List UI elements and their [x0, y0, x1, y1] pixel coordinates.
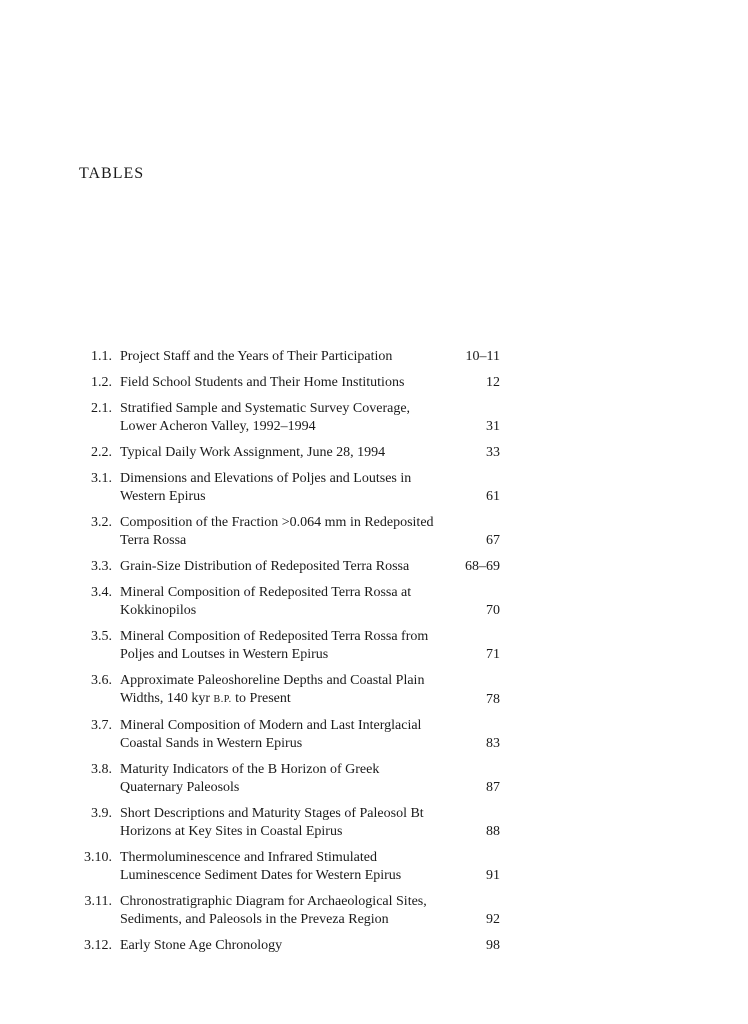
entry-title — [120, 672, 448, 709]
entry-title — [120, 805, 448, 841]
list-item — [70, 849, 500, 885]
entry-number: 1.2. — [91, 375, 112, 390]
entry-page: 78 — [486, 692, 500, 707]
entry-page: 92 — [486, 912, 500, 927]
list-item — [70, 805, 500, 841]
list-item — [70, 514, 500, 550]
entry-title-line — [120, 690, 440, 709]
entry-title-line: Approximate Paleoshoreline Depths and Coastal Plain — [120, 673, 425, 688]
page-heading: TABLES — [79, 165, 145, 182]
entry-title-text: Widths, 140 kyr — [120, 691, 214, 706]
entry-title — [120, 348, 448, 366]
list-item — [70, 628, 500, 664]
entry-title — [120, 628, 448, 664]
entry-number: 3.9. — [91, 806, 112, 821]
entry-title-line: Thermoluminescence and Infrared Stimulated — [120, 850, 377, 865]
entry-page: 98 — [486, 938, 500, 953]
entry-title — [120, 470, 448, 506]
entry-page: 10–11 — [465, 349, 500, 364]
entry-title — [120, 514, 448, 550]
entry-number: 3.10. — [84, 850, 112, 865]
entry-page: 71 — [486, 647, 500, 662]
list-item — [70, 717, 500, 753]
entry-title-line: Project Staff and the Years of Their Participation — [120, 349, 393, 364]
list-item — [70, 444, 500, 462]
entry-number: 2.1. — [91, 401, 112, 416]
list-item — [70, 348, 500, 366]
entry-page: 87 — [486, 780, 500, 795]
entry-title-line: Coastal Sands in Western Epirus — [120, 736, 303, 751]
entry-title-line: Typical Daily Work Assignment, June 28, 1994 — [120, 445, 386, 460]
entry-title-line: Field School Students and Their Home Institutions — [120, 375, 405, 390]
entry-number: 3.3. — [91, 559, 112, 574]
entry-title-line: Quaternary Paleosols — [120, 780, 240, 795]
entry-title-line: Poljes and Loutses in Western Epirus — [120, 647, 329, 662]
entry-title-line: Mineral Composition of Redeposited Terra Rossa at — [120, 585, 412, 600]
entry-page: 12 — [486, 375, 500, 390]
list-item — [70, 470, 500, 506]
entry-title — [120, 558, 448, 576]
entry-title-line: Western Epirus — [120, 489, 206, 504]
list-item — [70, 374, 500, 392]
list-item — [70, 937, 500, 955]
entry-title — [120, 717, 448, 753]
entry-number: 3.5. — [91, 629, 112, 644]
entry-page: 67 — [486, 533, 500, 548]
list-item — [70, 584, 500, 620]
entry-number: 1.1. — [91, 349, 112, 364]
entry-title-line: Early Stone Age Chronology — [120, 938, 283, 953]
entry-page: 83 — [486, 736, 500, 751]
entry-number: 3.11. — [84, 894, 112, 909]
entry-number: 3.12. — [84, 938, 112, 953]
entry-title-line: Terra Rossa — [120, 533, 187, 548]
entry-number: 3.8. — [91, 762, 112, 777]
entry-page: 31 — [486, 419, 500, 434]
entry-number: 3.1. — [91, 471, 112, 486]
entry-title-line: Mineral Composition of Modern and Last Interglacial — [120, 718, 422, 733]
entry-number: 2.2. — [91, 445, 112, 460]
entry-title-line: Horizons at Key Sites in Coastal Epirus — [120, 824, 343, 839]
entry-title — [120, 584, 448, 620]
table-list — [70, 348, 500, 963]
entry-title-line: Maturity Indicators of the B Horizon of Greek — [120, 762, 380, 777]
list-item — [70, 761, 500, 797]
entry-title-text: to Present — [231, 691, 291, 706]
list-item — [70, 558, 500, 576]
entry-title-line: Stratified Sample and Systematic Survey Coverage, — [120, 401, 411, 416]
entry-page: 61 — [486, 489, 500, 504]
entry-number: 3.4. — [91, 585, 112, 600]
entry-title — [120, 893, 448, 929]
entry-title-smallcaps: B.P. — [213, 694, 232, 705]
entry-page: 68–69 — [465, 559, 500, 574]
entry-title — [120, 761, 448, 797]
entry-title-line: Lower Acheron Valley, 1992–1994 — [120, 419, 316, 434]
entry-title — [120, 849, 448, 885]
entry-title-line: Grain-Size Distribution of Redeposited Terra Rossa — [120, 559, 410, 574]
entry-page: 88 — [486, 824, 500, 839]
entry-title-line: Composition of the Fraction >0.064 mm in Redeposited — [120, 515, 434, 530]
entry-title-line: Sediments, and Paleosols in the Preveza Region — [120, 912, 389, 927]
entry-number: 3.2. — [91, 515, 112, 530]
list-item — [70, 893, 500, 929]
entry-title — [120, 937, 448, 955]
entry-number: 3.7. — [91, 718, 112, 733]
entry-title-line: Short Descriptions and Maturity Stages of Paleosol Bt — [120, 806, 424, 821]
list-item — [70, 672, 500, 709]
entry-title-line: Mineral Composition of Redeposited Terra Rossa from — [120, 629, 429, 644]
list-item — [70, 400, 500, 436]
entry-title — [120, 444, 448, 462]
entry-title-line: Dimensions and Elevations of Poljes and Loutses in — [120, 471, 412, 486]
entry-title-line: Luminescence Sediment Dates for Western Epirus — [120, 868, 402, 883]
entry-title — [120, 374, 448, 392]
entry-title-line: Chronostratigraphic Diagram for Archaeological Sites, — [120, 894, 427, 909]
entry-title-line: Kokkinopilos — [120, 603, 197, 618]
entry-page: 91 — [486, 868, 500, 883]
entry-page: 70 — [486, 603, 500, 618]
entry-title — [120, 400, 448, 436]
entry-page: 33 — [486, 445, 500, 460]
entry-number: 3.6. — [91, 673, 112, 688]
